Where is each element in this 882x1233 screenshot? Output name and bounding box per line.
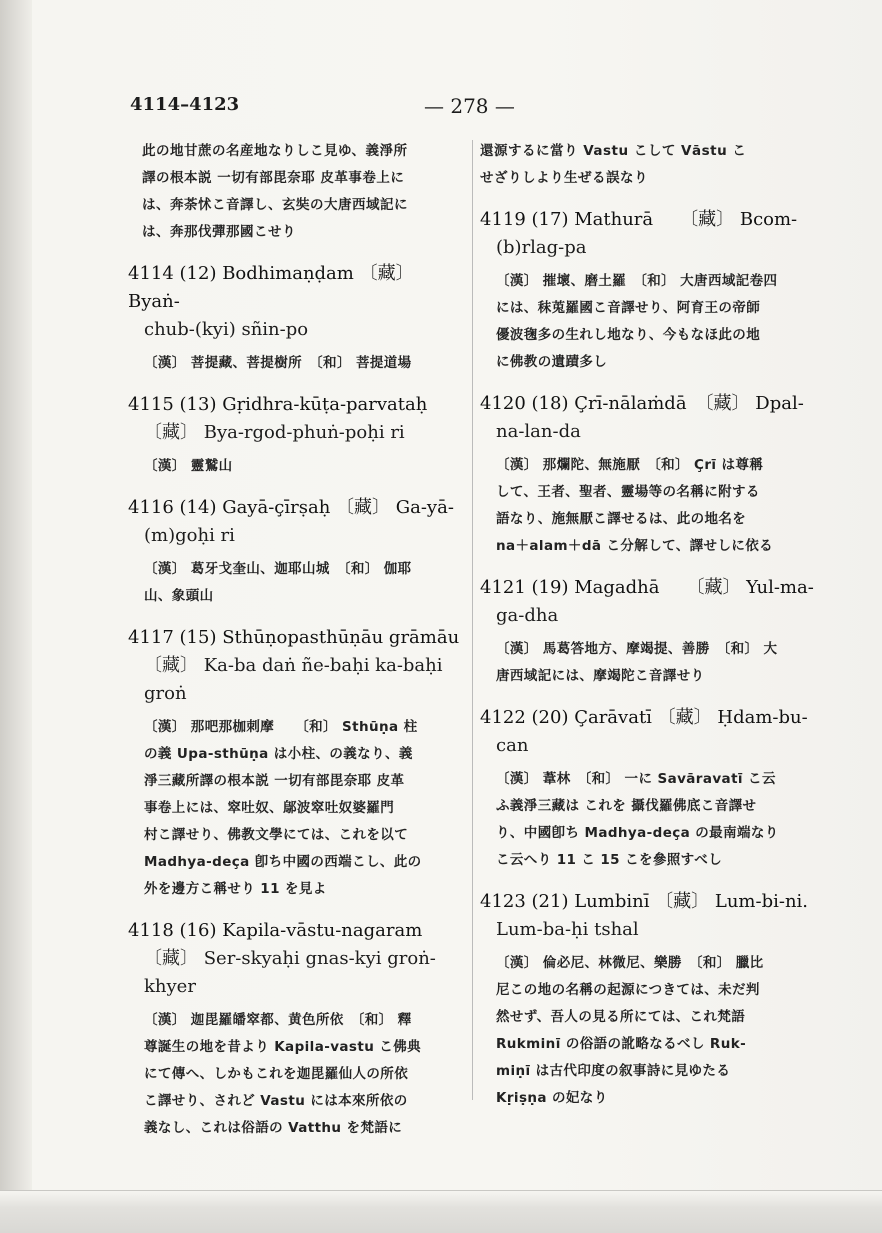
text-line: こ譯せり、されど Vastu には本來所依の <box>144 1093 408 1109</box>
text-line: ふ義淨三藏は これを 攝伐羅佛底こ音譯せ <box>496 798 757 814</box>
entry-heading-continued: (m)goḥi ri <box>144 525 235 546</box>
text-line: 〔漢〕 倫必尼、林微尼、樂勝 〔和〕 臘比 <box>496 955 764 971</box>
text-line: 尼この地の名稱の起源につきては、未だ判 <box>496 982 760 998</box>
text-line: 〔漢〕 菩提藏、菩提樹所 〔和〕 菩提道場 <box>144 355 412 371</box>
entry-heading-continued: 〔藏〕 Bya-rgod-phuṅ-poḥi ri <box>144 422 405 443</box>
page-number: — 278 — <box>424 94 515 118</box>
text-line: Madhya-deça 卽ち中國の西端こし、此の <box>144 854 422 870</box>
text-line: Kṛiṣṇa の妃なり <box>496 1090 608 1106</box>
text-line: こ云へり 11 こ 15 こを參照すべし <box>496 852 723 868</box>
entry-heading-continued: Lum-ba-ḥi tshal <box>496 919 639 940</box>
right-column <box>480 140 815 1112</box>
entry-body <box>480 452 815 560</box>
text-line: 淨三藏所譯の根本説 一切有部毘奈耶 皮革 <box>144 773 405 789</box>
left-column <box>128 140 468 1142</box>
entry-4123 <box>480 888 815 1112</box>
entry-heading-continued: na-lan-da <box>496 421 581 442</box>
text-line: 村こ譯せり、佛教文學にては、これを以て <box>144 827 409 843</box>
text-line: は、奔荼怵こ音譯し、玄奘の大唐西域記に <box>142 197 408 213</box>
continuation-paragraph <box>480 138 815 192</box>
text-line: せざりしより生ぜる誤なり <box>480 170 648 186</box>
text-line: 此の地甘蔗の名産地なりしこ見ゆ、義淨所 <box>142 143 408 159</box>
entry-body <box>128 556 468 610</box>
text-line: 〔漢〕 馬葛答地方、摩竭提、善勝 〔和〕 大 <box>496 641 778 657</box>
text-line: して、王者、聖者、靈場等の名稱に附する <box>496 484 760 500</box>
entry-heading-continued: (b)rlag-pa <box>496 237 587 258</box>
text-line: na＋alam＋dā こ分解して、譯せしに依る <box>496 538 774 554</box>
entry-heading: 4115 (13) Gṛidhra-kūṭa-parvataḥ <box>128 394 428 415</box>
entry-heading: 4118 (16) Kapila-vāstu-nagaram <box>128 920 423 941</box>
text-line: 〔漢〕 那爛陀、無施厭 〔和〕 Çrī は尊稱 <box>496 457 764 473</box>
entry-body <box>480 766 815 874</box>
entry-body <box>128 453 468 480</box>
entry-heading: 4116 (14) Gayā-çīrṣaḥ 〔藏〕 Ga-yā- <box>128 497 454 518</box>
entry-heading-continued: ga-dha <box>496 605 559 626</box>
entry-body <box>128 1007 468 1142</box>
entry-heading: 4119 (17) Mathurā 〔藏〕 Bcom- <box>480 209 798 230</box>
entry-heading-continued: groṅ <box>144 683 187 704</box>
text-line: Rukminī の俗語の訛略なるべし Ruk- <box>496 1036 747 1052</box>
text-line: の義 Upa-sthūṇa は小柱、の義なり、義 <box>144 746 413 762</box>
text-line: 事卷上には、窣吐奴、鄔波窣吐奴婆羅門 <box>144 800 395 816</box>
text-line: 語なり、施無厭こ譯せるは、此の地名を <box>496 511 747 527</box>
entry-4118 <box>128 917 468 1142</box>
text-line: にて傳へ、しかもこれを迦毘羅仙人の所依 <box>144 1066 409 1082</box>
entry-body <box>480 636 815 690</box>
entry-heading-continued: 〔藏〕 Ser-skyaḥi gnas-kyi groṅ- <box>144 948 436 969</box>
entry-heading-continued: can <box>496 735 529 756</box>
text-line: miṇī は古代印度の叙事詩に見ゆたる <box>496 1063 731 1079</box>
text-line: 〔漢〕 葦林 〔和〕 一に Savāravatī こ云 <box>496 771 776 787</box>
text-line: 外を邊方こ稱せり 11 を見よ <box>144 881 327 897</box>
entry-heading: 4123 (21) Lumbinī 〔藏〕 Lum-bi-ni. <box>480 891 809 912</box>
entry-4120 <box>480 390 815 560</box>
binding-shadow <box>0 0 32 1233</box>
text-line: 〔漢〕 迦毘羅皤窣都、黄色所依 〔和〕 釋 <box>144 1012 412 1028</box>
entry-heading-continued: chub-(kyi) sñin-po <box>144 319 309 340</box>
entry-range-header: 4114–4123 <box>130 94 240 115</box>
text-line: 然せず、吾人の見る所にては、これ梵語 <box>496 1009 746 1025</box>
entry-heading-continued: 〔藏〕 Ka-ba daṅ ñe-baḥi ka-baḥi <box>144 655 443 676</box>
text-line: には、秣莵羅國こ音譯せり、阿育王の帝師 <box>496 300 761 316</box>
text-line: 譯の根本説 一切有部毘奈耶 皮革事卷上に <box>142 170 405 186</box>
entry-4114 <box>128 260 468 377</box>
text-line: 還源するに當り Vastu こして Vāstu こ <box>480 143 747 159</box>
text-line: に佛教の遺蹟多し <box>496 354 608 370</box>
text-line: 〔漢〕 摧壞、磨土羅 〔和〕 大唐西域記卷四 <box>496 273 778 289</box>
text-line: 山、象頭山 <box>144 588 214 604</box>
entry-body <box>480 268 815 376</box>
entry-heading: 4121 (19) Magadhā 〔藏〕 Yul-ma- <box>480 577 814 598</box>
entry-body <box>480 950 815 1112</box>
entry-heading: 4117 (15) Sthūṇopasthūṇāu grāmāu <box>128 627 460 648</box>
text-line: 尊誕生の地を昔より Kapila-vastu こ佛典 <box>144 1039 422 1055</box>
text-line: 〔漢〕 靈鷲山 <box>144 458 233 474</box>
text-line: 優波毱多の生れし地なり、今もなほ此の地 <box>496 327 761 343</box>
text-line: り、中國卽ち Madhya-deça の最南端なり <box>496 825 779 841</box>
entry-4117 <box>128 624 468 903</box>
entry-4116 <box>128 494 468 610</box>
entry-heading: 4122 (20) Çarāvatī 〔藏〕 Ḥdam-bu- <box>480 707 808 728</box>
page-bottom-edge <box>0 1190 882 1233</box>
entry-4119 <box>480 206 815 376</box>
text-line: 唐西域記には、摩竭陀こ音譯せり <box>496 668 705 684</box>
entry-4121 <box>480 574 815 690</box>
text-line: 〔漢〕 葛牙戈奎山、迦耶山城 〔和〕 伽耶 <box>144 561 412 577</box>
entry-4122 <box>480 704 815 874</box>
continuation-paragraph <box>128 138 468 246</box>
entry-body <box>128 350 468 377</box>
entry-heading: 4120 (18) Çrī-nālaṁdā 〔藏〕 Dpal- <box>480 393 804 414</box>
entry-heading-continued: khyer <box>144 976 196 997</box>
entry-4115 <box>128 391 468 480</box>
text-line: 〔漢〕 那吧那枷刺摩 〔和〕 Sthūṇa 柱 <box>144 719 418 735</box>
text-line: は、奔那伐彈那國こせり <box>142 224 296 240</box>
text-line: 義なし、これは俗語の Vatthu を梵語に <box>144 1120 403 1136</box>
entry-heading: 4114 (12) Bodhimaṇḍam 〔藏〕 Byaṅ- <box>128 263 414 312</box>
entry-body <box>128 714 468 903</box>
